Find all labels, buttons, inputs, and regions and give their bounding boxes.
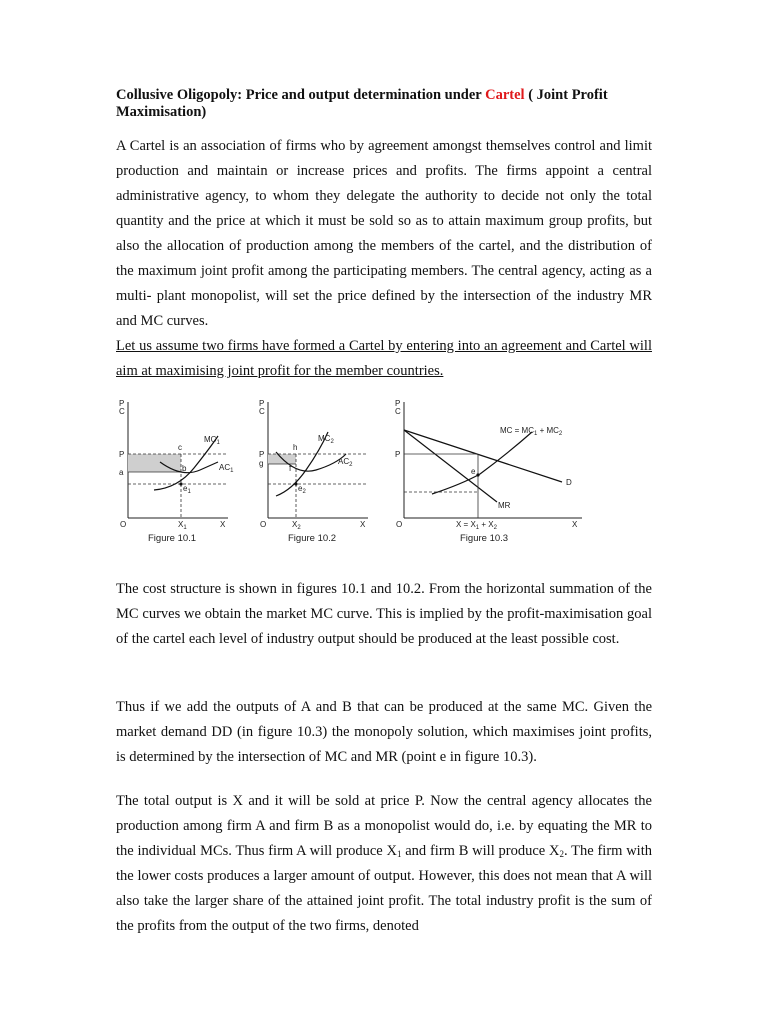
fig1-caption: Figure 10.1: [148, 533, 197, 544]
total-output-sub-1: 1: [396, 849, 402, 859]
fig3-label-x-sum: $X = X_1 + X_2$: [456, 520, 497, 531]
fig2-label-g: g: [259, 459, 264, 468]
fig2-axis-label-c: C: [259, 407, 265, 416]
fig2-label-mc2: $MC_2$: [318, 434, 334, 445]
fig3-point-e: [476, 473, 479, 476]
fig3-caption: Figure 10.3: [460, 533, 509, 544]
fig1-label-c: c: [178, 443, 182, 452]
fig1-label-x1: $X_1$: [178, 520, 187, 531]
fig1-label-b: b: [182, 464, 187, 473]
title-suffix: ( Joint Profit Maximisation): [116, 87, 608, 120]
fig2-label-x: X: [360, 520, 366, 529]
paragraph-total-output: [116, 789, 652, 939]
fig2-label-p: P: [259, 450, 265, 459]
paragraph-assumption: Let us assume two firms have formed a Cartel by entering into an agreement and Cartel will aim at maximising joint profit for the member countries.: [116, 338, 652, 379]
title-prefix: Collusive Oligopoly: Price and output determination under: [116, 87, 486, 103]
paragraph-intro: A Cartel is an association of firms who by agreement amongst themselves control and limit production and maintain or increase prices and profits. The firms appoint a central administrative agency, to whom they delegate the authority to decide not only the total quantity and the price at which it must be sold so as to attain maximum group profits, but also the allocation of production among the members of the cartel, and the distribution of the maximum joint profit among the participating members. The central agency, acting as a multi- plant monopolist, will set the price defined by the intersection of the industry MR and MC curves.: [116, 138, 652, 329]
fig1-label-x: X: [220, 520, 226, 529]
fig1-label-origin: O: [120, 520, 127, 529]
figure-10-1: [119, 399, 234, 544]
fig3-label-e: e: [471, 467, 476, 476]
fig3-label-x: X: [572, 520, 578, 529]
fig3-axis-label-p: P: [395, 399, 401, 408]
document-title: [116, 87, 652, 121]
fig1-label-a: a: [119, 468, 124, 477]
fig1-label-p: P: [119, 450, 125, 459]
total-output-text-a: The total output is X and it will be sold at price P. Now the central agency allocates the production among firm A and firm B as a monopolist would do, i.e. by equating the MR to the individual MCs. Thus firm A will produce X: [116, 793, 652, 859]
figure-10-2: [259, 399, 368, 544]
paragraph-market-demand: Thus if we add the outputs of A and B that can be produced at the same MC. Given the market demand DD (in figure 10.3) the monopoly solution, which maximises joint profits, is determined by the intersection of MC and MR (point e in figure 10.3).: [116, 699, 652, 765]
paragraph-cost-structure: The cost structure is shown in figures 10.1 and 10.2. From the horizontal summation of the MC curves we obtain the market MC curve. This is implied by the profit-maximisation goal of the cartel each level of industry output should be produced at the least possible cost.: [116, 581, 652, 647]
fig2-label-e2: $e_2$: [298, 484, 306, 495]
fig1-axis-label-p: P: [119, 399, 125, 408]
fig2-label-origin: O: [260, 520, 267, 529]
fig3-demand-curve: [404, 430, 562, 482]
figure-10-3: [395, 399, 582, 544]
fig2-caption: Figure 10.2: [288, 533, 337, 544]
total-output-text-b: and firm B will produce X: [401, 843, 560, 859]
fig1-label-ac1: $AC_1$: [219, 463, 234, 474]
total-output-text-c: . The firm with the lower costs produces a larger amount of output. However, this does not mean that A will also take the larger share of the attained joint profit. The total industry profit is the sum of the profits from the output of the two firms, denoted: [116, 843, 652, 934]
fig1-label-e1: $e_1$: [183, 484, 191, 495]
fig1-label-mc1: $MC_1$: [204, 435, 220, 446]
fig2-label-ac2: $AC_2$: [338, 457, 353, 468]
fig3-label-mc-sum: MC = $MC_1 + MC_2$: [500, 426, 563, 437]
fig3-label-d: D: [566, 478, 572, 487]
figures-row: [116, 392, 652, 552]
fig2-label-h: h: [293, 443, 298, 452]
fig2-label-x2: $X_2$: [292, 520, 301, 531]
fig3-label-origin: O: [396, 520, 403, 529]
fig2-axis-label-p: P: [259, 399, 265, 408]
figures-svg: [116, 392, 652, 552]
fig3-label-p: P: [395, 450, 401, 459]
fig3-label-mr: MR: [498, 501, 511, 510]
total-output-sub-2: 2: [559, 849, 564, 859]
fig2-label-f: f: [289, 464, 292, 473]
title-highlight-cartel: Cartel: [485, 87, 525, 103]
fig3-mr-curve: [404, 430, 497, 502]
fig1-axis-label-c: C: [119, 407, 125, 416]
fig3-axis-label-c: C: [395, 407, 401, 416]
